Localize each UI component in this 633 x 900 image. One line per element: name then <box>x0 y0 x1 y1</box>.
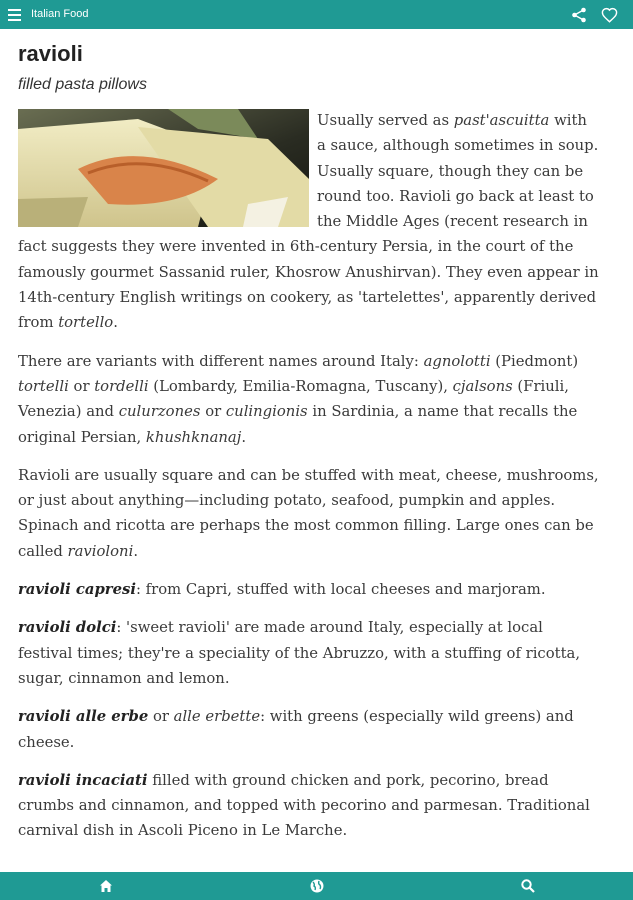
paragraph-history: Usually served as past'ascuitta with a sauce, although sometimes in soup. Usually square, though they can be round too. Ravioli go back at least to the Middle Ages (recent research in fact suggests they were invented in 6th-century Persia, in the court of the famously gourmet Sassanid ruler, Khosrow Anushirvan). They even appear in 14th-century English writings on cookery, as 'tartelettes', apparently derived from tortello. <box>18 112 599 332</box>
app-bar <box>0 0 633 29</box>
ravioli-photo <box>18 109 309 227</box>
share-icon[interactable] <box>571 7 587 23</box>
globe-icon[interactable] <box>309 878 325 894</box>
bottom-nav <box>0 872 633 900</box>
entry-ravioli-incaciati: ravioli incaciati filled with ground chicken and pork, pecorino, bread crumbs and cinnamon, and topped with pecorino and parmesan. Traditional carnival dish in Ascoli Piceno in Le Marche. <box>18 771 590 840</box>
heart-icon[interactable] <box>601 7 618 23</box>
article-title: ravioli <box>18 41 83 66</box>
paragraph-variants: There are variants with different names around Italy: agnolotti (Piedmont) tortelli or tordelli (Lombardy, Emilia-Romagna, Tuscany), cjalsons (Friuli, Venezia) and culurzones or culingionis in Sardinia, a name that recalls the original Persian, khushknanaj. <box>18 352 579 446</box>
app-title: Italian Food <box>31 8 89 20</box>
article-subtitle: filled pasta pillows <box>18 76 147 93</box>
menu-icon[interactable] <box>8 9 21 20</box>
entry-ravioli-dolci: ravioli dolci: 'sweet ravioli' are made around Italy, especially at local festival times; they're a speciality of the Abruzzo, with a stuffing of ricotta, sugar, cinnamon and lemon. <box>18 619 581 687</box>
article <box>18 40 600 857</box>
entry-ravioli-capresi: ravioli capresi: from Capri, stuffed with local cheeses and marjoram. <box>18 581 546 599</box>
entry-ravioli-alle-erbe: ravioli alle erbe or alle erbette: with greens (especially wild greens) and cheese. <box>18 708 574 751</box>
paragraph-fillings: Ravioli are usually square and can be stuffed with meat, cheese, mushrooms, or just about anything—including potato, seafood, pumpkin and apples. Spinach and ricotta are perhaps the most common filling. Large ones can be called ravioloni. <box>18 466 599 560</box>
search-icon[interactable] <box>520 878 536 894</box>
home-icon[interactable] <box>98 878 114 894</box>
